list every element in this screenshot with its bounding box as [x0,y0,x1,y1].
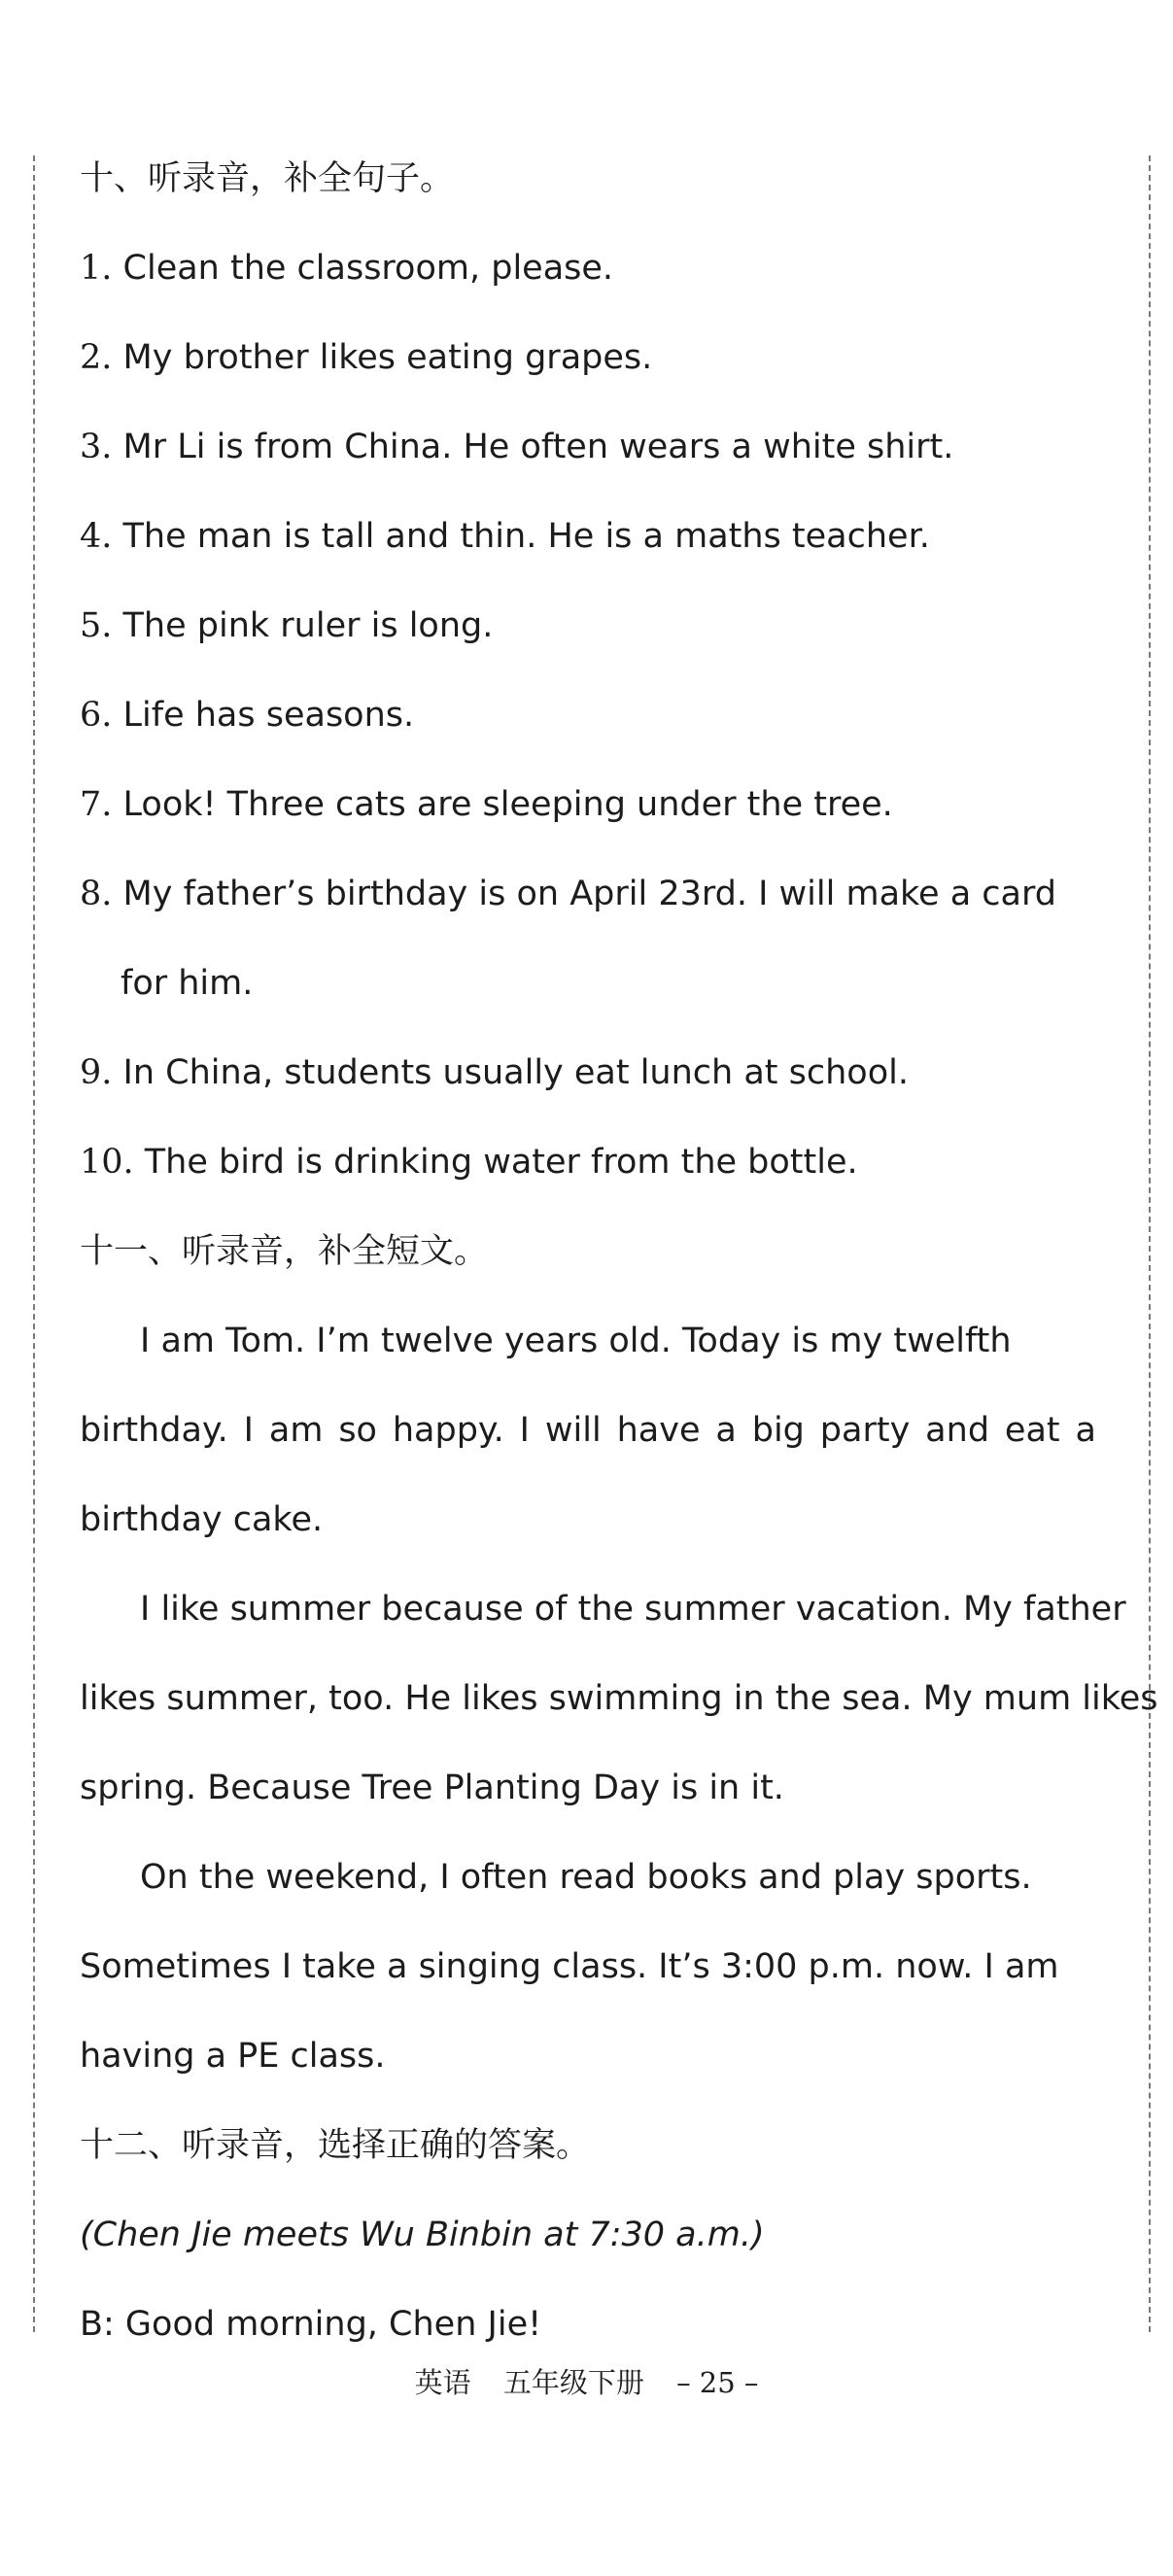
sentence-number: 2. [80,338,113,377]
sentence-text: Life has seasons. [112,696,415,735]
passage-line: having a PE class. [80,2037,386,2076]
sentence-number: 9. [80,1053,113,1092]
passage-line: spring. Because Tree Planting Day is in it. [80,1769,784,1807]
sentence-number: 6. [80,696,113,735]
sentence-number: 4. [80,517,113,556]
section-11-heading: 十一、听录音，补全短文。 [80,1232,489,1271]
footer-grade: 五年级下册 [502,2366,644,2399]
sentence-5 [80,604,493,647]
sentence-text: Mr Li is from China. He often wears a white shirt. [112,428,954,466]
dialogue-line: B: Good morning, Chen Jie! [80,2305,542,2344]
sentence-number: 10. [80,1143,134,1182]
left-dashed-margin [33,155,35,2332]
passage-line: On the weekend, I often read books and play sports. [140,1858,1032,1897]
page-number: – 25 – [676,2366,759,2399]
sentence-text: Clean the classroom, please. [112,249,614,288]
sentence-1 [80,247,613,290]
sentence-8-continuation: for him. [121,964,254,1003]
sentence-text: My brother likes eating grapes. [112,338,653,377]
sentence-text: The pink ruler is long. [112,606,494,645]
sentence-3 [80,426,953,468]
passage-line: likes summer, too. He likes swimming in the sea. My mum likes [80,1679,1158,1718]
passage-line: birthday. I am so happy. I will have a big party and eat a [80,1411,1096,1450]
sentence-7 [80,783,893,826]
sentence-6 [80,694,414,737]
sentence-10 [80,1141,858,1184]
sentence-text: The man is tall and thin. He is a maths teacher. [112,517,930,556]
sentence-text: My father’s birthday is on April 23rd. I will make a card [112,875,1056,913]
sentence-8 [80,873,1056,915]
passage-line: I like summer because of the summer vacation. My father [140,1590,1126,1629]
sentence-2 [80,336,652,379]
sentence-number: 1. [80,249,113,288]
sentence-text: In China, students usually eat lunch at school. [112,1053,909,1092]
right-dashed-margin [1149,155,1151,2332]
sentence-number: 3. [80,428,113,466]
sentence-9 [80,1051,909,1094]
passage-line: I am Tom. I’m twelve years old. Today is my twelfth [140,1322,1012,1360]
sentence-number: 7. [80,785,113,824]
section-10-heading: 十、听录音，补全句子。 [80,159,455,198]
sentence-number: 5. [80,606,113,645]
section-12-heading: 十二、听录音，选择正确的答案。 [80,2126,591,2165]
sentence-number: 8. [80,875,113,913]
scene-description: (Chen Jie meets Wu Binbin at 7:30 a.m.) [80,2215,765,2254]
page-footer [0,2363,1173,2402]
passage-line: Sometimes I take a singing class. It’s 3:00 p.m. now. I am [80,1947,1059,1986]
footer-subject: 英语 [414,2366,471,2399]
sentence-4 [80,515,930,558]
passage-line: birthday cake. [80,1500,324,1539]
sentence-text: Look! Three cats are sleeping under the tree. [112,785,893,824]
sentence-text: The bird is drinking water from the bottle. [133,1143,858,1182]
